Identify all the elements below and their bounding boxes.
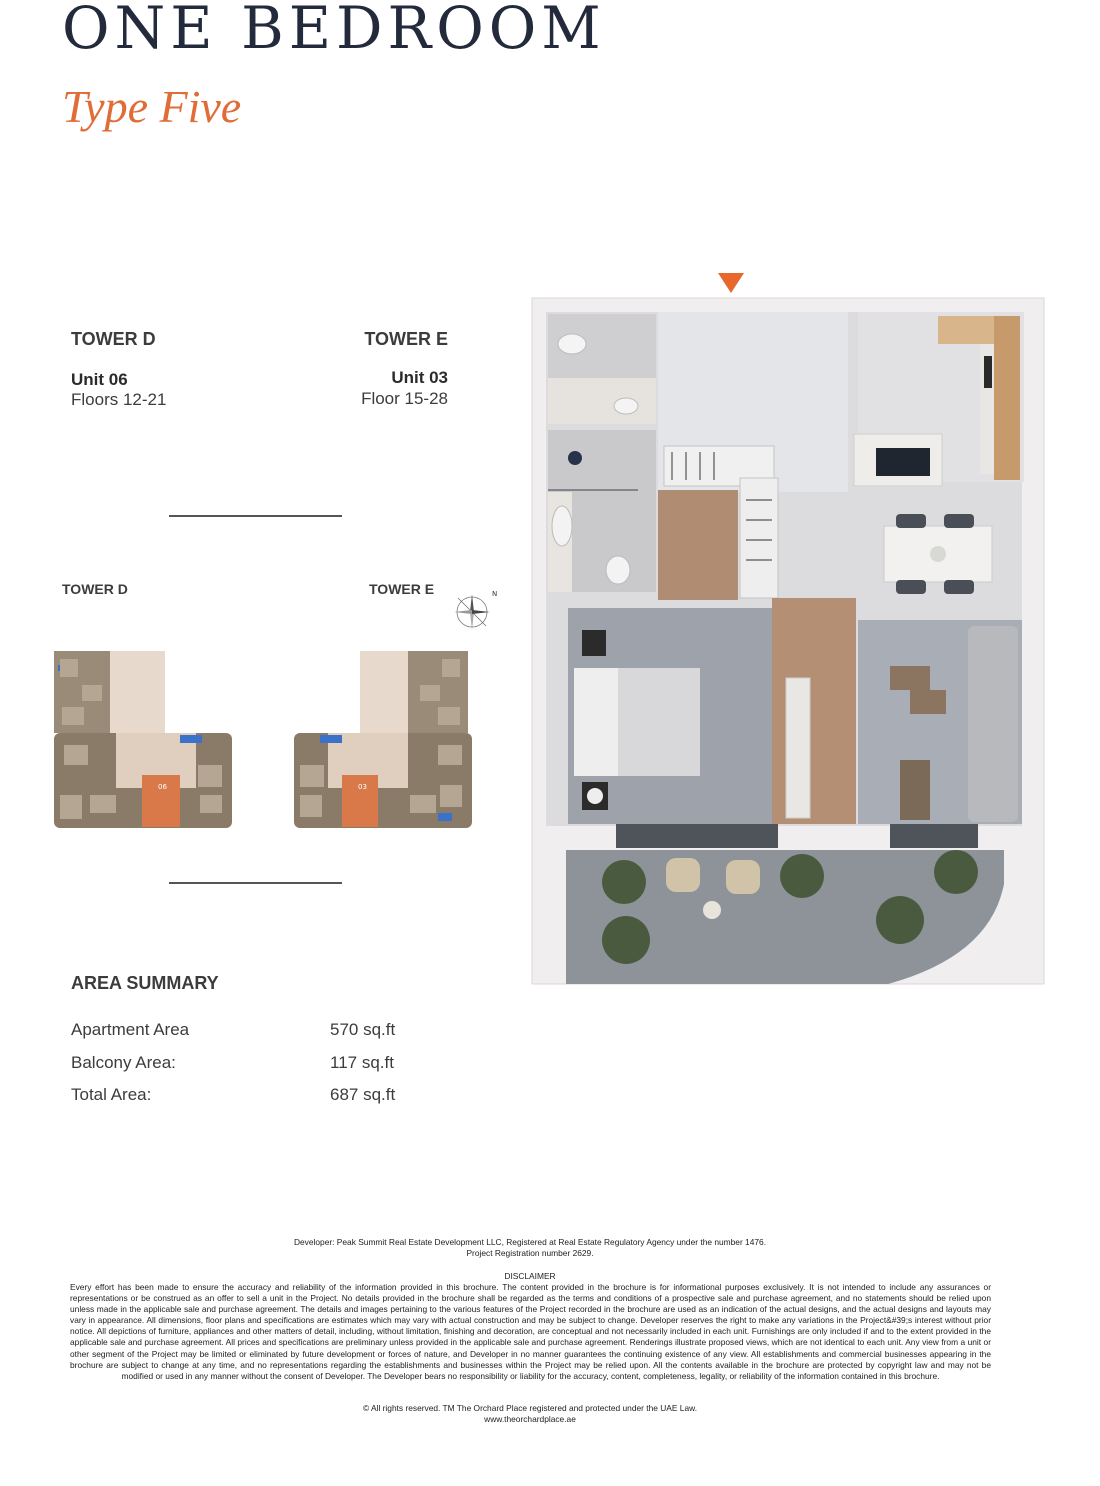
area-summary-title: AREA SUMMARY (71, 973, 219, 993)
developer-line-2: Project Registration number 2629. (466, 1248, 594, 1258)
divider-bottom (169, 882, 342, 884)
tower-e-unit-mark: 03 (358, 783, 367, 791)
compass-icon (448, 586, 500, 634)
area-value-balcony: 117 sq.ft (330, 1053, 394, 1072)
tower-e-floors: Floor 15-28 (361, 389, 448, 408)
compass-north-letter: N (492, 590, 498, 598)
tower-e-heading: TOWER E (364, 329, 448, 349)
disclaimer-title: DISCLAIMER (504, 1271, 556, 1281)
entrance-arrow-icon (718, 273, 744, 293)
tower-d-unit-mark: 06 (158, 783, 167, 791)
area-value-apartment: 570 sq.ft (330, 1020, 396, 1039)
area-label-balcony: Balcony Area: (71, 1053, 176, 1072)
page-subtitle: Type Five (62, 81, 242, 132)
floor-plan (528, 268, 1050, 990)
area-label-total: Total Area: (71, 1085, 152, 1104)
tower-e-unit: Unit 03 (391, 368, 448, 387)
tower-d-heading: TOWER D (71, 329, 156, 349)
area-value-total: 687 sq.ft (330, 1085, 396, 1104)
keyplan-label-tower-d: TOWER D (62, 581, 128, 597)
area-label-apartment: Apartment Area (71, 1020, 190, 1039)
copyright-line: © All rights reserved. TM The Orchard Place registered and protected under the UAE Law. (362, 1403, 698, 1413)
tower-d-keyplan (50, 645, 235, 830)
tower-d-unit: Unit 06 (71, 370, 128, 389)
divider-top (169, 515, 342, 517)
tower-e-keyplan (292, 645, 477, 830)
tower-d-floors: Floors 12-21 (71, 390, 167, 409)
corridor-floor (658, 490, 738, 600)
developer-line-1: Developer: Peak Summit Real Estate Development LLC, Registered at Real Estate Regulatory Agency under the number 1476. (293, 1237, 767, 1247)
page-title: ONE BEDROOM (62, 0, 606, 62)
keyplan-label-tower-e: TOWER E (369, 581, 435, 597)
disclaimer-text: Every effort has been made to ensure the accuracy and reliability of the information provided in this brochure. The content provided in the brochure is for informational purposes exclusively. It is not intended to include any assurances or representations or be construed as an offer to sell a unit in the Project. No details provided in the brochure shall be regarded as the terms and conditions of a prospective sale and purchase agreement, and no statements should be relied upon unless made in the applicable sale and purchase agreement. The details and images pertaining to the various features of the Project recorded in the brochure are used as an indication of the actual designs, and the actual designs and layouts may vary in appearance. All dimensions, floor plans and specifications are estimates which may vary with actual construction and may be subject to change. Developer reserves the right to make any variations in the Project&#39;s interest without prior notice. All depictions of furniture, appliances and other matters of detail, including, without limitation, finishing and decoration, are conceptual and not necessarily included in each unit. Furnishings are only included if and to the extent provided in the applicable sale and purchase agreement. All prices and specifications are preliminary unless provided in the applicable sale and purchase agreement. Renderings illustrate proposed views, which are not identical to each unit. Any view from a unit or other segment of the Project may be limited or eliminated by future development or forces of nature, and Developer in no manner guarantees the continuing existence of any view. All establishments and commercial businesses appearing in the brochure are subject to change at any time, and no representations regarding the establishments and businesses within the Project may be relied upon. All the contents available in the brochure are protected by copyright law and may not be modified or used in any manner without the consent of Developer. The Developer bears no responsibility or liability for the accuracy, content, completeness, legality, or reliability of the information contained in this brochure. (70, 1282, 991, 1381)
website-link[interactable]: www.theorchardplace.ae (484, 1414, 576, 1424)
